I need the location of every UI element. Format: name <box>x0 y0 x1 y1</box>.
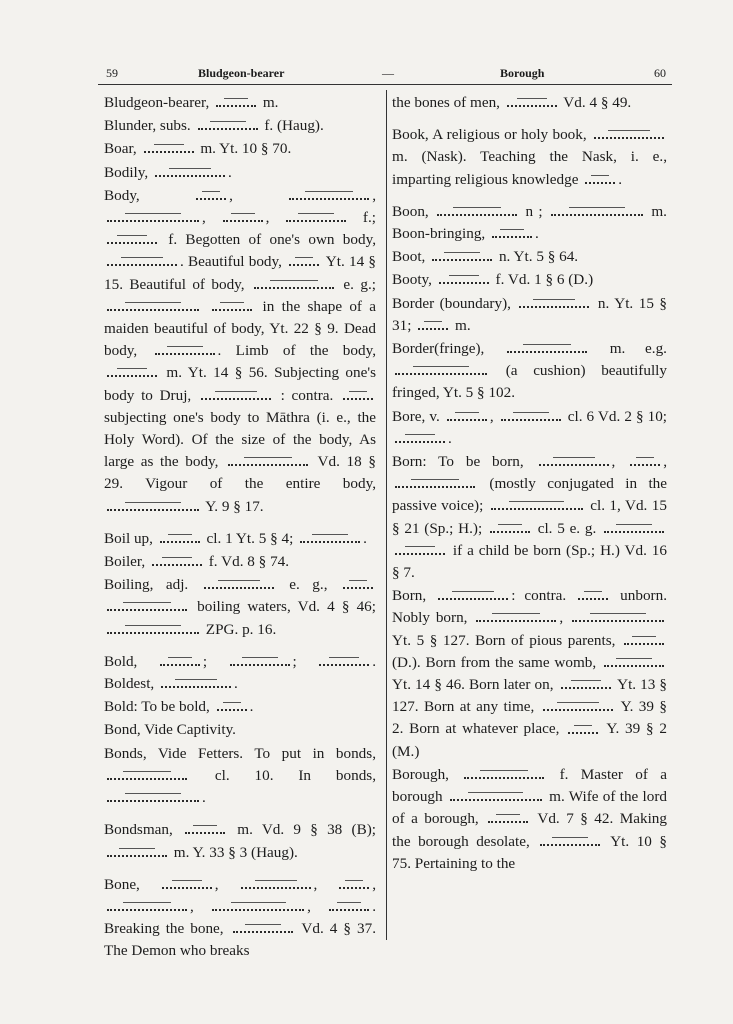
entry-bold: Bold, ; ; . Boldest, . <box>104 652 376 693</box>
avestan-script-glyphs <box>447 410 487 421</box>
entry-born-to-be: Born: To be born, , , (mostly conjugated in the passive voice); cl. 1, Vd. 15 § 21 (Sp.; H.); cl. 5 e. g. if a child be born (Sp.; H.) Vd. 16 § 7. <box>392 453 667 582</box>
page-number-left: 59 <box>106 66 118 80</box>
avestan-script-glyphs <box>507 96 557 107</box>
avestan-script-glyphs <box>507 342 587 353</box>
avestan-script-glyphs <box>343 389 373 400</box>
avestan-script-glyphs <box>594 128 664 139</box>
avestan-script-glyphs <box>204 578 274 589</box>
avestan-script-glyphs <box>438 589 508 600</box>
avestan-script-glyphs <box>491 499 583 510</box>
avestan-script-glyphs <box>107 300 199 311</box>
left-column <box>104 92 376 964</box>
avestan-script-glyphs <box>578 589 608 600</box>
header-dash: — <box>382 66 394 80</box>
avestan-script-glyphs <box>107 791 199 802</box>
entry-body: Body, , , , , f.; f. Begotten of one's own body, . Beautiful body, Yt. 14 § 15. Beautiful of body, e. g.; in the shape of a maiden beautiful of body, Yt. 22 § 9. Dead body, . Limb of the body, m. Yt. 14 § 56. Subjecting one's body to Druj, : contra. subjecting one's body to Māthra (i. e., the Holy Word). Of the size of the body, As large as the body, Vd. 18 § 29. Vigour of the entire body, Y. 9 § 17. <box>104 186 377 515</box>
avestan-script-glyphs <box>572 611 664 622</box>
avestan-script-glyphs <box>300 532 360 543</box>
avestan-script-glyphs <box>464 768 544 779</box>
running-headword-left: Bludgeon-bearer <box>198 66 285 80</box>
avestan-script-glyphs <box>223 211 263 222</box>
avestan-script-glyphs <box>161 677 231 688</box>
entry-bold-to-be: Bold: To be bold, . <box>104 698 254 716</box>
avestan-script-glyphs <box>339 878 369 889</box>
entry-boiler: Boiler, f. Vd. 8 § 74. <box>104 553 290 571</box>
avestan-script-glyphs <box>395 477 475 488</box>
avestan-script-glyphs <box>539 455 609 466</box>
avestan-script-glyphs <box>107 233 157 244</box>
avestan-script-glyphs <box>160 655 200 666</box>
entry-bludgeon-bearer: Bludgeon-bearer, m. <box>104 94 279 111</box>
entry-bore: Bore, v. , cl. 6 Vd. 2 § 10; . <box>392 407 668 447</box>
avestan-script-glyphs <box>450 790 542 801</box>
entry-bondsman: Bondsman, m. Vd. 9 § 38 (B); m. Y. 33 § 3 (Haug). <box>104 821 376 861</box>
avestan-script-glyphs <box>155 166 225 177</box>
avestan-script-glyphs <box>501 410 561 421</box>
avestan-script-glyphs <box>395 364 487 375</box>
avestan-script-glyphs <box>568 723 598 734</box>
entry-born: Born, : contra. unborn. Nobly born, , Yt. 5 § 127. Born of pious parents, (D.). Born from the same womb, Yt. 14 § 46. Born later on, Yt. 13 § 127. Born at any time, Y. 39 § 2. Born at whatever place, Y. 39 § 2 (M.) <box>392 587 668 760</box>
avestan-script-glyphs <box>490 522 530 533</box>
avestan-script-glyphs <box>519 297 589 308</box>
running-header <box>98 62 670 84</box>
avestan-script-glyphs <box>107 600 187 611</box>
avestan-script-glyphs <box>196 189 226 200</box>
avestan-script-glyphs <box>492 227 532 238</box>
avestan-script-glyphs <box>230 655 290 666</box>
entry-boon: Boon, n ; m. Boon-bringing, . <box>392 202 667 243</box>
avestan-script-glyphs <box>160 532 200 543</box>
avestan-script-glyphs <box>439 273 489 284</box>
entry-book: Book, A religious or holy book, m. (Nask). Teaching the Nask, i. e., imparting religious knowledge . <box>392 126 667 188</box>
entry-border-boundary: Border (boundary), n. Yt. 15 § 31; m. <box>392 294 667 334</box>
avestan-script-glyphs <box>144 142 194 153</box>
avestan-script-glyphs <box>162 878 212 889</box>
page-number-right: 60 <box>654 66 666 80</box>
avestan-script-glyphs <box>217 700 247 711</box>
column-divider <box>386 90 387 940</box>
avestan-script-glyphs <box>201 389 271 400</box>
header-rule <box>98 84 672 85</box>
avestan-script-glyphs <box>395 432 445 443</box>
avestan-script-glyphs <box>289 255 319 266</box>
avestan-script-glyphs <box>198 119 258 130</box>
running-headword-right: Borough <box>500 66 545 80</box>
entry-bond: Bond, Vide Captivity. <box>104 721 236 739</box>
avestan-script-glyphs <box>185 823 225 834</box>
entry-boil-up: Boil up, cl. 1 Yt. 5 § 4; . <box>104 529 367 547</box>
entry-border-fringe: Border(fringe), m. e.g. (a cushion) beautifully fringed, Yt. 5 § 102. <box>392 340 667 402</box>
avestan-script-glyphs <box>395 544 445 555</box>
avestan-script-glyphs <box>107 623 199 634</box>
avestan-script-glyphs <box>319 655 369 666</box>
entry-blunder: Blunder, subs. f. (Haug). <box>104 117 324 135</box>
avestan-script-glyphs <box>107 500 199 511</box>
avestan-script-glyphs <box>329 900 369 911</box>
entry-bonds: Bonds, Vide Fetters. To put in bonds, cl. 10. In bonds, . <box>104 744 376 807</box>
entry-boar: Boar, m. Yt. 10 § 70. <box>104 140 292 158</box>
avestan-script-glyphs <box>289 189 369 200</box>
entry-boiling: Boiling, adj. e. g., boiling waters, Vd. 4 § 46; ZPG. p. 16. <box>104 576 376 638</box>
avestan-script-glyphs <box>604 656 664 667</box>
avestan-script-glyphs <box>540 835 600 846</box>
avestan-script-glyphs <box>604 522 664 533</box>
avestan-script-glyphs <box>418 319 448 330</box>
avestan-script-glyphs <box>241 878 311 889</box>
avestan-script-glyphs <box>437 205 517 216</box>
entry-booty: Booty, f. Vd. 1 § 6 (D.) <box>392 271 594 289</box>
avestan-script-glyphs <box>212 900 304 911</box>
avestan-script-glyphs <box>561 678 611 689</box>
avestan-script-glyphs <box>432 250 492 261</box>
avestan-script-glyphs <box>543 700 613 711</box>
avestan-script-glyphs <box>233 922 293 933</box>
avestan-script-glyphs <box>107 366 157 377</box>
avestan-script-glyphs <box>216 96 256 107</box>
avestan-script-glyphs <box>343 578 373 589</box>
avestan-script-glyphs <box>254 278 334 289</box>
avestan-script-glyphs <box>107 900 187 911</box>
avestan-script-glyphs <box>107 255 177 266</box>
entry-bone: Bone, , , , , , . Breaking the bone, Vd. 4 § 37. The Demon who breaks <box>104 875 377 960</box>
avestan-script-glyphs <box>228 455 308 466</box>
entry-bodily: Bodily, . <box>104 163 232 181</box>
avestan-script-glyphs <box>286 211 346 222</box>
avestan-script-glyphs <box>152 555 202 566</box>
avestan-script-glyphs <box>107 769 187 780</box>
avestan-script-glyphs <box>155 344 215 355</box>
avestan-script-glyphs <box>585 173 615 184</box>
right-column <box>392 92 667 876</box>
entry-bones-of-men: the bones of men, Vd. 4 § 49. <box>392 94 632 111</box>
avestan-script-glyphs <box>476 611 556 622</box>
avestan-script-glyphs <box>212 300 252 311</box>
avestan-script-glyphs <box>488 812 528 823</box>
avestan-script-glyphs <box>624 634 664 645</box>
avestan-script-glyphs <box>551 205 643 216</box>
avestan-script-glyphs <box>107 211 199 222</box>
entry-borough: Borough, f. Master of a borough m. Wife of the lord of a borough, Vd. 7 § 42. Making the borough desolate, Yt. 10 § 75. Pertaining to the <box>392 765 668 872</box>
entry-boot: Boot, n. Yt. 5 § 64. <box>392 248 579 266</box>
avestan-script-glyphs <box>107 846 167 857</box>
avestan-script-glyphs <box>630 455 660 466</box>
